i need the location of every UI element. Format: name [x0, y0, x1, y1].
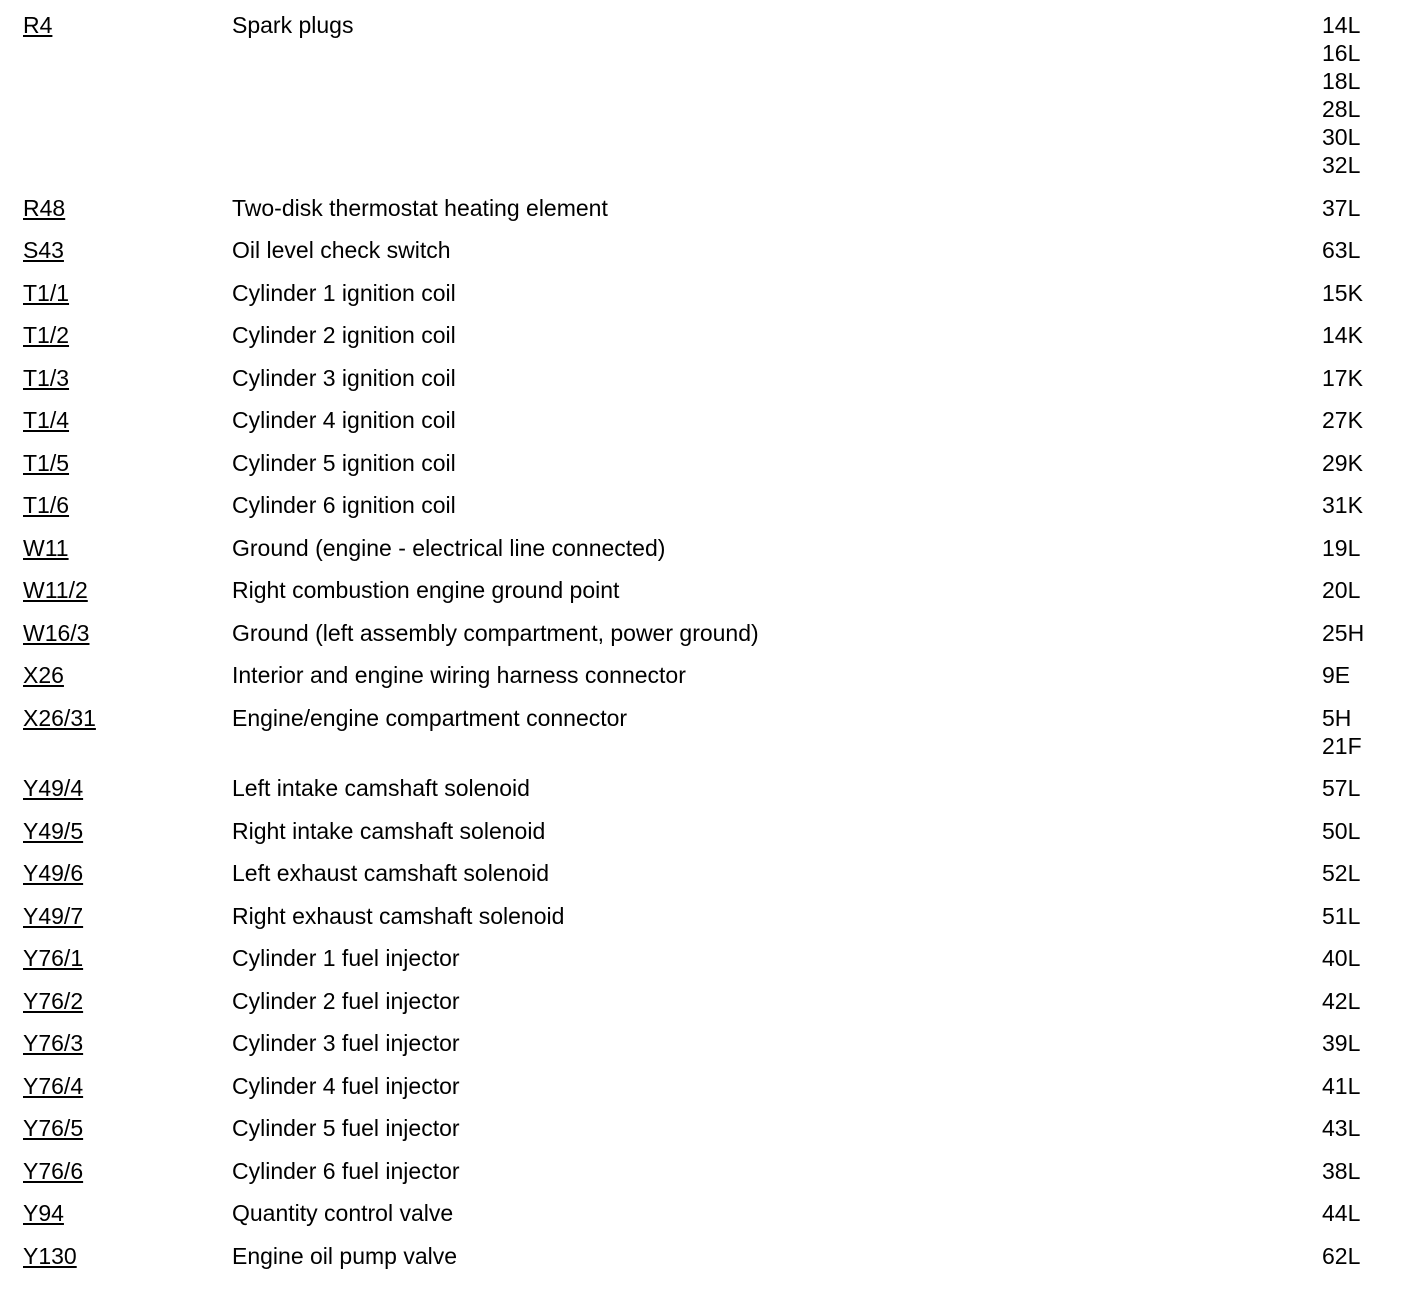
grid-location: 9E: [1322, 662, 1351, 688]
component-code-link[interactable]: T1/4: [23, 407, 70, 433]
component-code-cell: [0, 364, 232, 392]
component-locations: [1322, 364, 1408, 392]
component-code-link[interactable]: Y130: [23, 1242, 77, 1269]
component-code-link[interactable]: Y76/5: [23, 1115, 84, 1141]
component-code-link[interactable]: R48: [23, 194, 66, 221]
component-code-cell: [0, 321, 232, 349]
component-description: Cylinder 6 fuel injector: [232, 1157, 460, 1184]
component-description: Right exhaust camshaft solenoid: [232, 902, 565, 929]
component-code-link[interactable]: Y49/5: [23, 817, 84, 844]
component-description: Cylinder 1 ignition coil: [232, 279, 456, 306]
component-code-cell: [0, 449, 232, 477]
grid-location: 19L: [1322, 534, 1361, 561]
component-locations: [1322, 704, 1408, 760]
component-code-link[interactable]: W11/2: [23, 577, 88, 603]
legend-row: [0, 1029, 1408, 1057]
component-code-cell: [0, 236, 232, 264]
legend-row: [0, 236, 1408, 264]
component-code-cell: [0, 704, 232, 732]
grid-location: 50L: [1322, 817, 1361, 844]
grid-location: 20L: [1322, 577, 1361, 603]
component-legend-list: [0, 11, 1408, 1284]
legend-row: [0, 704, 1408, 760]
legend-row: [0, 194, 1408, 222]
legend-row: [0, 491, 1408, 519]
component-code-cell: [0, 1242, 232, 1270]
component-description: Left exhaust camshaft solenoid: [232, 860, 550, 886]
legend-row: [0, 534, 1408, 562]
component-locations: [1322, 576, 1408, 604]
legend-row: [0, 1157, 1408, 1185]
legend-row: [0, 774, 1408, 802]
component-code-cell: [0, 774, 232, 802]
component-code-cell: [0, 661, 232, 689]
component-description: Cylinder 2 fuel injector: [232, 987, 460, 1014]
grid-location: 63L: [1322, 237, 1361, 263]
component-code-link[interactable]: T1/1: [23, 279, 70, 306]
grid-location: 43L: [1322, 1115, 1361, 1141]
component-description: Ground (engine - electrical line connected): [232, 534, 666, 561]
component-description: Oil level check switch: [232, 237, 451, 263]
grid-location: 31K: [1322, 492, 1363, 518]
component-description: Two-disk thermostat heating element: [232, 194, 608, 221]
legend-row: [0, 449, 1408, 477]
component-locations: [1322, 449, 1408, 477]
component-code-link[interactable]: Y49/7: [23, 902, 84, 929]
component-locations: [1322, 236, 1408, 264]
legend-row: [0, 364, 1408, 392]
component-code-link[interactable]: Y76/1: [23, 945, 84, 971]
grid-location: 16L: [1322, 40, 1361, 66]
component-description: Engine/engine compartment connector: [232, 704, 628, 731]
grid-location: 14L: [1322, 12, 1361, 38]
legend-row: [0, 576, 1408, 604]
grid-location: 21F: [1322, 732, 1362, 759]
component-code-link[interactable]: W11: [23, 534, 69, 561]
legend-row: [0, 279, 1408, 307]
component-code-link[interactable]: Y76/4: [23, 1072, 84, 1099]
component-code-cell: [0, 859, 232, 887]
grid-location: 5H: [1322, 704, 1352, 731]
grid-location: 40L: [1322, 945, 1361, 971]
component-code-link[interactable]: Y49/4: [23, 775, 84, 801]
component-code-cell: [0, 279, 232, 307]
component-code-cell: [0, 11, 232, 39]
grid-location: 42L: [1322, 987, 1361, 1014]
legend-row: [0, 11, 1408, 179]
grid-location: 32L: [1322, 152, 1361, 178]
component-code-cell: [0, 1072, 232, 1100]
legend-row: [0, 902, 1408, 930]
grid-location: 28L: [1322, 96, 1361, 122]
component-description: Cylinder 5 fuel injector: [232, 1115, 460, 1141]
grid-location: 62L: [1322, 1242, 1361, 1269]
component-code-cell: [0, 491, 232, 519]
legend-row: [0, 859, 1408, 887]
grid-location: 14K: [1322, 322, 1363, 348]
component-code-link[interactable]: T1/5: [23, 449, 70, 476]
component-code-cell: [0, 619, 232, 647]
component-code-link[interactable]: X26/31: [23, 704, 96, 731]
component-locations: [1322, 321, 1408, 349]
component-code-link[interactable]: Y94: [23, 1200, 64, 1226]
component-code-cell: [0, 817, 232, 845]
component-code-link[interactable]: S43: [23, 237, 64, 263]
grid-location: 18L: [1322, 68, 1361, 94]
component-description: Quantity control valve: [232, 1200, 454, 1226]
grid-location: 30L: [1322, 124, 1361, 150]
component-code-cell: [0, 406, 232, 434]
component-code-cell: [0, 1157, 232, 1185]
grid-location: 27K: [1322, 407, 1363, 433]
grid-location: 52L: [1322, 860, 1361, 886]
grid-location: 25H: [1322, 619, 1365, 646]
component-locations: [1322, 1114, 1408, 1142]
legend-row: [0, 406, 1408, 434]
grid-location: 39L: [1322, 1030, 1361, 1056]
component-locations: [1322, 1157, 1408, 1185]
component-code-cell: [0, 944, 232, 972]
legend-row: [0, 1199, 1408, 1227]
component-code-link[interactable]: Y49/6: [23, 860, 84, 886]
component-code-link[interactable]: Y76/3: [23, 1030, 84, 1056]
legend-row: [0, 619, 1408, 647]
component-description: Cylinder 1 fuel injector: [232, 945, 460, 971]
component-locations: [1322, 774, 1408, 802]
component-code-link[interactable]: W16/3: [23, 619, 90, 646]
component-code-cell: [0, 1114, 232, 1142]
component-code-link[interactable]: X26: [23, 662, 64, 688]
grid-location: 37L: [1322, 194, 1361, 221]
component-locations: [1322, 619, 1408, 647]
component-description: Engine oil pump valve: [232, 1242, 458, 1269]
component-description: Cylinder 4 fuel injector: [232, 1072, 460, 1099]
component-locations: [1322, 1199, 1408, 1227]
component-locations: [1322, 1072, 1408, 1100]
component-code-link[interactable]: T1/3: [23, 364, 70, 391]
component-locations: [1322, 1242, 1408, 1270]
grid-location: 17K: [1322, 364, 1363, 391]
component-description: Interior and engine wiring harness connector: [232, 662, 686, 688]
component-code-link[interactable]: T1/2: [23, 322, 70, 348]
component-code-link[interactable]: Y76/6: [23, 1157, 84, 1184]
component-code-cell: [0, 194, 232, 222]
grid-location: 29K: [1322, 449, 1363, 476]
grid-location: 41L: [1322, 1072, 1361, 1099]
component-code-link[interactable]: R4: [23, 12, 53, 38]
legend-row: [0, 661, 1408, 689]
component-code-cell: [0, 902, 232, 930]
legend-row: [0, 1114, 1408, 1142]
grid-location: 15K: [1322, 279, 1363, 306]
grid-location: 51L: [1322, 902, 1361, 929]
component-code-cell: [0, 1199, 232, 1227]
component-description: Left intake camshaft solenoid: [232, 775, 530, 801]
component-locations: [1322, 859, 1408, 887]
component-locations: [1322, 987, 1408, 1015]
component-locations: [1322, 1029, 1408, 1057]
component-description: Spark plugs: [232, 12, 354, 38]
component-description: Cylinder 2 ignition coil: [232, 322, 456, 348]
component-locations: [1322, 11, 1408, 179]
component-locations: [1322, 491, 1408, 519]
component-locations: [1322, 817, 1408, 845]
component-locations: [1322, 902, 1408, 930]
legend-row: [0, 944, 1408, 972]
component-locations: [1322, 279, 1408, 307]
legend-row: [0, 321, 1408, 349]
legend-row: [0, 987, 1408, 1015]
component-code-cell: [0, 987, 232, 1015]
component-description: Cylinder 6 ignition coil: [232, 492, 456, 518]
component-description: Right intake camshaft solenoid: [232, 817, 546, 844]
component-locations: [1322, 406, 1408, 434]
component-description: Cylinder 4 ignition coil: [232, 407, 456, 433]
component-code-cell: [0, 576, 232, 604]
component-description: Cylinder 3 fuel injector: [232, 1030, 460, 1056]
grid-location: 38L: [1322, 1157, 1361, 1184]
component-description: Cylinder 3 ignition coil: [232, 364, 456, 391]
component-description: Ground (left assembly compartment, power ground): [232, 619, 759, 646]
legend-row: [0, 817, 1408, 845]
component-locations: [1322, 194, 1408, 222]
component-code-cell: [0, 534, 232, 562]
component-locations: [1322, 661, 1408, 689]
component-description: Right combustion engine ground point: [232, 577, 620, 603]
grid-location: 57L: [1322, 775, 1361, 801]
grid-location: 44L: [1322, 1200, 1361, 1226]
component-code-link[interactable]: T1/6: [23, 492, 70, 518]
component-locations: [1322, 534, 1408, 562]
component-code-link[interactable]: Y76/2: [23, 987, 84, 1014]
component-code-cell: [0, 1029, 232, 1057]
component-locations: [1322, 944, 1408, 972]
component-description: Cylinder 5 ignition coil: [232, 449, 456, 476]
legend-row: [0, 1242, 1408, 1270]
legend-row: [0, 1072, 1408, 1100]
